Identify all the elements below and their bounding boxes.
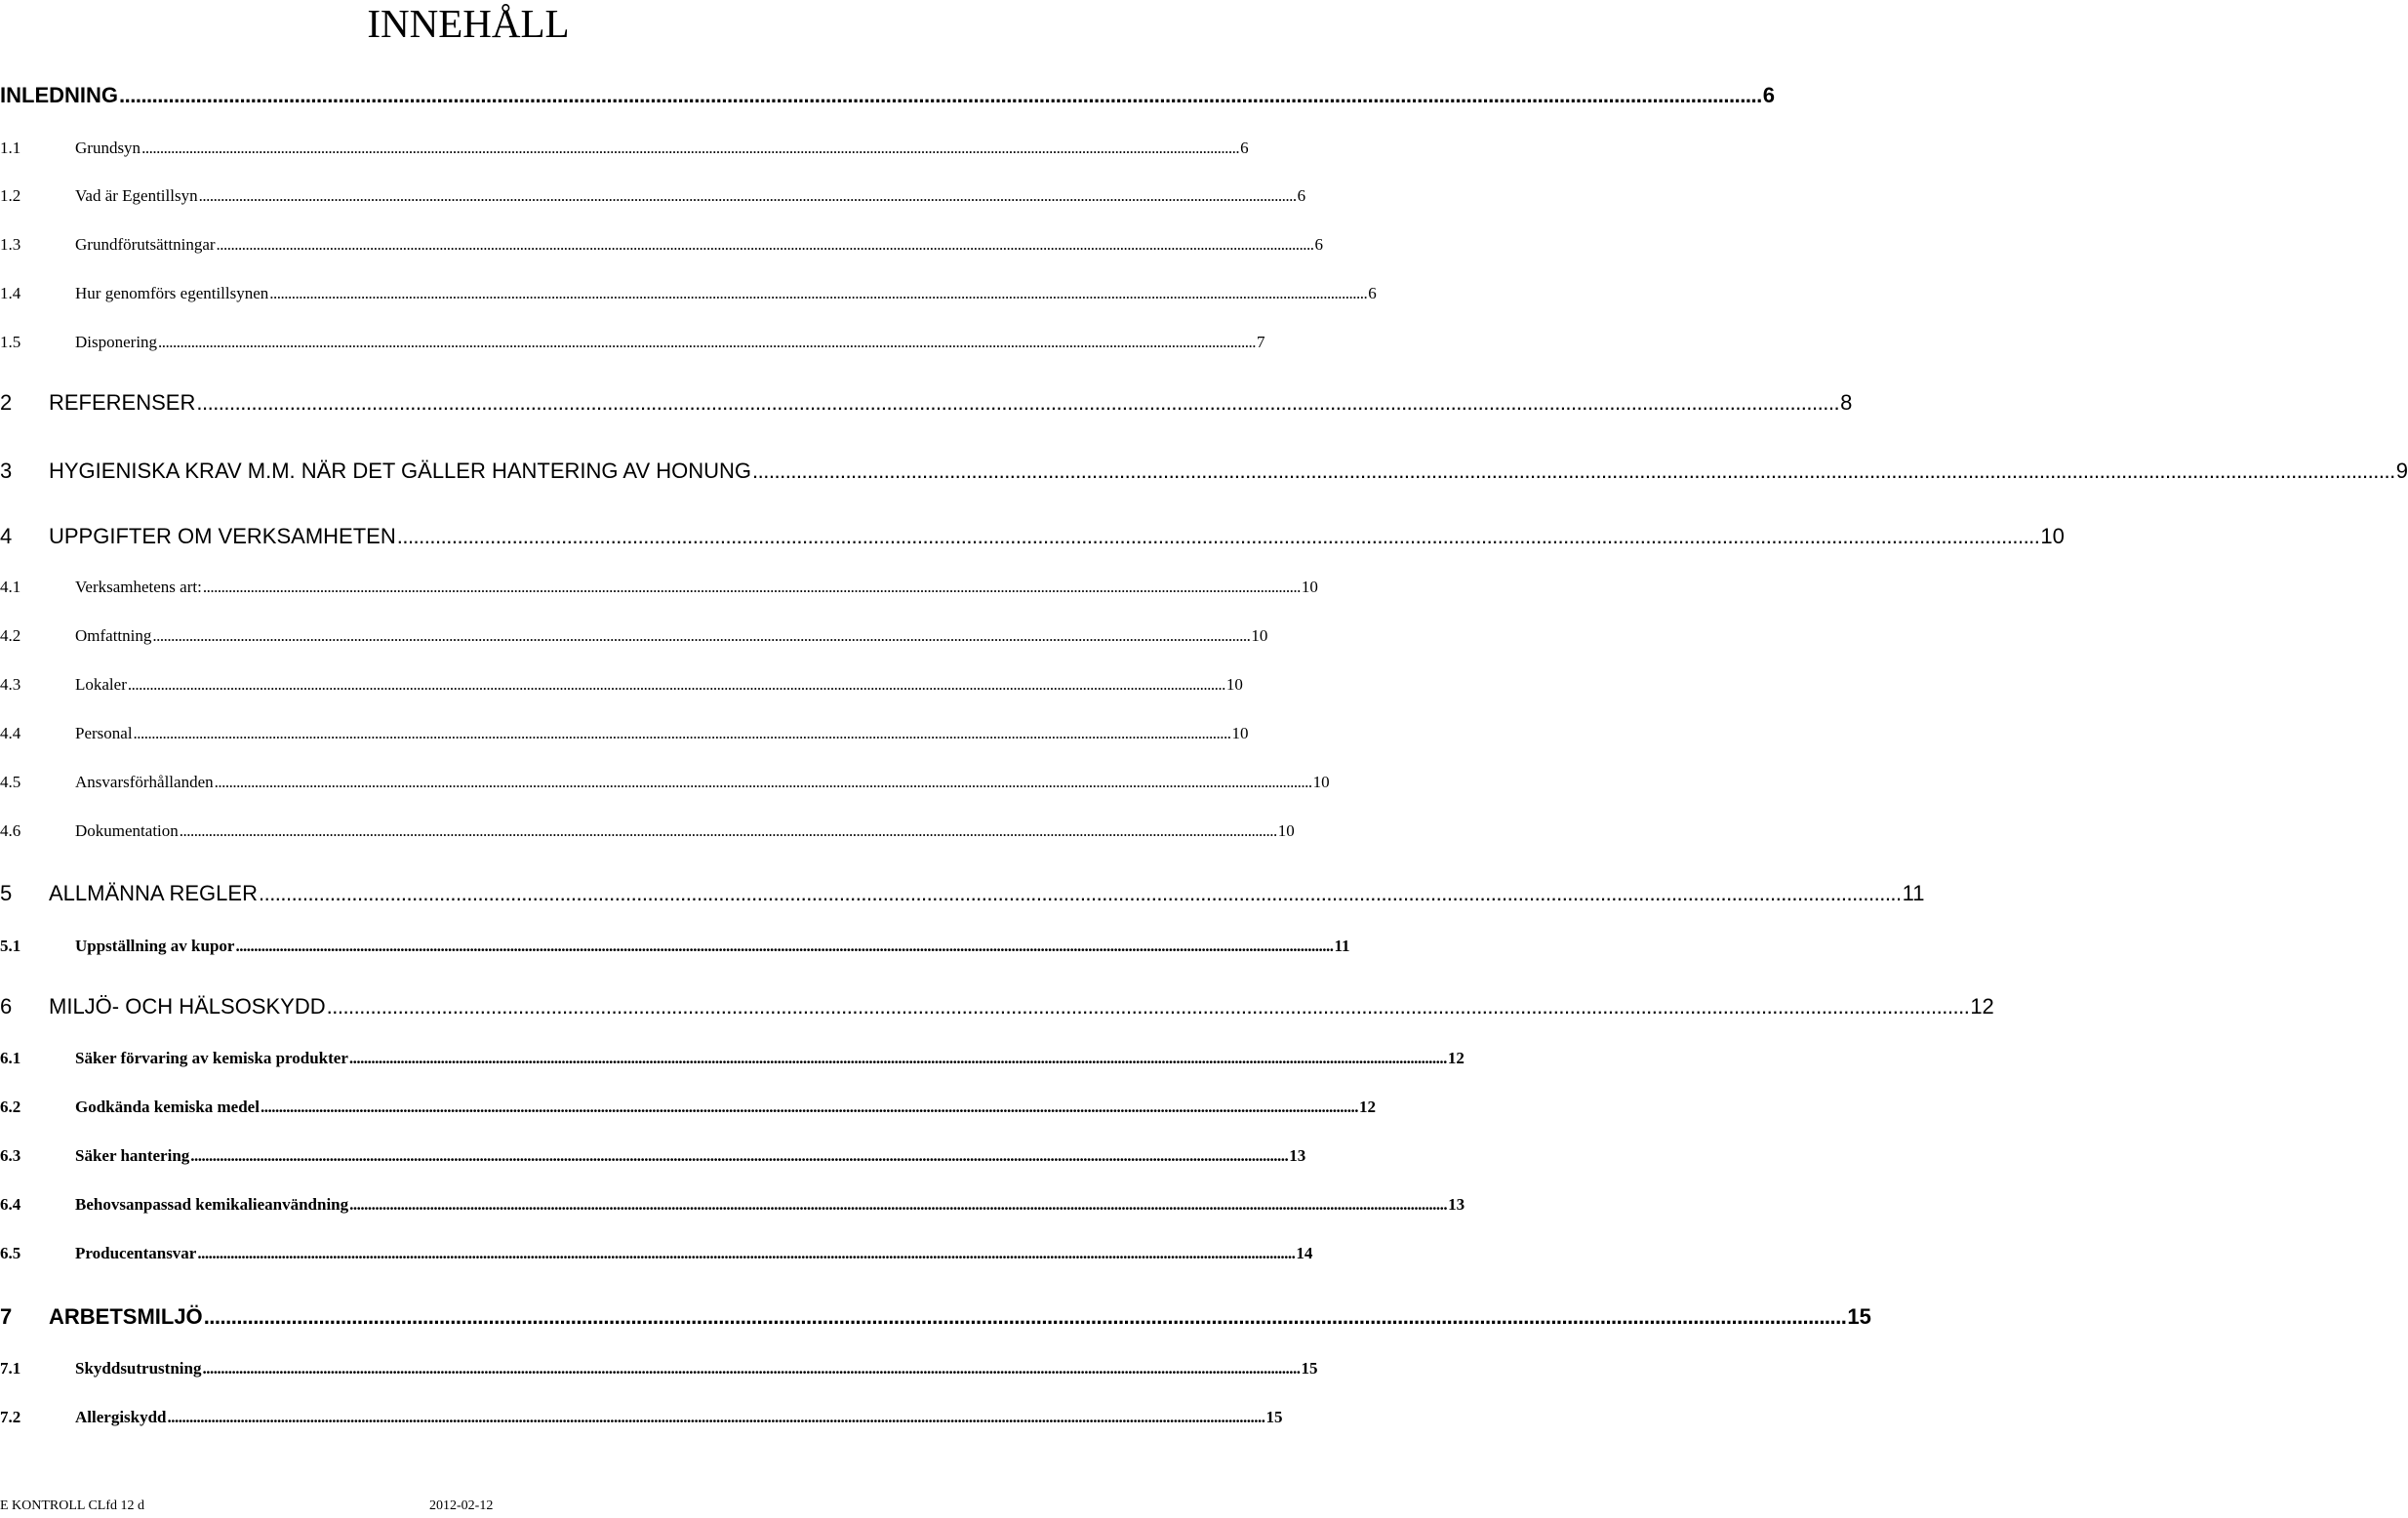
page-footer (0, 1498, 937, 1518)
toc-entry-page-number: 7 (1257, 333, 1265, 351)
toc-entry-number: 6.1 (0, 1049, 21, 1067)
toc-entry-page-number: 10 (1301, 578, 1318, 596)
toc-entry[interactable] (0, 328, 1265, 357)
toc-entry-page-number: 10 (2040, 524, 2065, 548)
toc-entry[interactable] (0, 457, 2408, 486)
toc-dot-leader: ............................................................................................................................................................................................................................................................................................................ (258, 881, 1902, 905)
toc-entry[interactable] (0, 932, 1350, 961)
toc-entry-number: 6 (0, 994, 13, 1019)
toc-entry-number: 1.5 (0, 333, 21, 351)
toc-entry-label: Skyddsutrustning (75, 1359, 202, 1378)
toc-entry-label: Verksamhetens art: (75, 578, 202, 596)
toc-entry-number: 7 (0, 1304, 13, 1329)
toc-dot-leader: ............................................................................................................................................................................................................................................................................................................ (203, 1304, 1847, 1329)
toc-entry[interactable] (0, 817, 1295, 846)
toc-entry-number: 1.3 (0, 235, 21, 254)
toc-entry-label: Vad är Egentillsyn (75, 186, 198, 205)
toc-entry-number: 1.1 (0, 139, 21, 157)
toc-entry[interactable] (0, 1302, 1871, 1332)
toc-entry-label: Producentansvar (75, 1244, 197, 1262)
toc-entry-number: 7.2 (0, 1408, 21, 1426)
toc-dot-leader: ............................................................................................................................................................................................................................................................................................................ (348, 1049, 1447, 1067)
toc-entry-page-number: 15 (1847, 1304, 1871, 1329)
toc-dot-leader: ............................................................................................................................................................................................................................................................................................................ (190, 1146, 1289, 1165)
toc-entry-page-number: 6 (1368, 284, 1377, 302)
toc-entry[interactable] (0, 621, 1268, 651)
toc-entry[interactable] (0, 134, 1249, 163)
toc-entry-page-number: 6 (1314, 235, 1324, 254)
toc-dot-leader: ............................................................................................................................................................................................................................................................................................................ (216, 235, 1314, 254)
toc-entry-page-number: 6 (1297, 186, 1306, 205)
toc-entry-label: Lokaler (75, 675, 127, 694)
toc-entry[interactable] (0, 573, 1318, 602)
toc-entry[interactable] (0, 181, 1306, 211)
toc-entry-page-number: 10 (1251, 626, 1268, 645)
toc-entry-number: 1.2 (0, 186, 21, 205)
toc-dot-leader: ............................................................................................................................................................................................................................................................................................................ (133, 724, 1231, 742)
toc-dot-leader: ............................................................................................................................................................................................................................................................................................................ (167, 1408, 1265, 1426)
toc-entry-label: Disponering (75, 333, 158, 351)
toc-dot-leader: ............................................................................................................................................................................................................................................................................................................ (158, 333, 1257, 351)
toc-dot-leader: ............................................................................................................................................................................................................................................................................................................ (214, 773, 1312, 791)
toc-dot-leader: ............................................................................................................................................................................................................................................................................................................ (235, 937, 1334, 955)
toc-entry-label: Allergiskydd (75, 1408, 167, 1426)
toc-entry-number: 6.4 (0, 1195, 21, 1214)
toc-entry-page-number: 13 (1448, 1195, 1465, 1214)
toc-dot-leader: ............................................................................................................................................................................................................................................................................................................ (179, 821, 1277, 840)
toc-entry-number: 3 (0, 459, 13, 483)
toc-entry-page-number: 11 (1334, 937, 1350, 955)
toc-entry[interactable] (0, 1354, 1318, 1383)
toc-entry[interactable] (0, 768, 1330, 797)
toc-entry-label: INLEDNING (0, 83, 118, 107)
toc-entry-number: 2 (0, 390, 13, 415)
toc-entry-page-number: 6 (1240, 139, 1249, 157)
toc-dot-leader: ............................................................................................................................................................................................................................................................................................................ (141, 139, 1240, 157)
toc-dot-leader: ............................................................................................................................................................................................................................................................................................................ (197, 1244, 1296, 1262)
toc-entry[interactable] (0, 1239, 1313, 1268)
toc-entry-number: 6.3 (0, 1146, 21, 1165)
toc-entry-label: UPPGIFTER OM VERKSAMHETEN (49, 524, 396, 548)
toc-entry-number: 4.2 (0, 626, 21, 645)
toc-entry-page-number: 10 (1225, 675, 1243, 694)
toc-entry-page-number: 15 (1301, 1359, 1318, 1378)
toc-entry-number: 4.6 (0, 821, 21, 840)
toc-entry-label: Säker förvaring av kemiska produkter (75, 1049, 348, 1067)
toc-entry-number: 4.4 (0, 724, 21, 742)
toc-dot-leader: ............................................................................................................................................................................................................................................................................................................ (269, 284, 1368, 302)
toc-entry-page-number: 6 (1762, 83, 1775, 107)
toc-entry[interactable] (0, 388, 1853, 418)
toc-entry-page-number: 15 (1265, 1408, 1283, 1426)
toc-entry-label: Ansvarsförhållanden (75, 773, 214, 791)
toc-entry-number: 1.4 (0, 284, 21, 302)
toc-entry-number: 4.5 (0, 773, 21, 791)
toc-entry-label: MILJÖ- OCH HÄLSOSKYDD (49, 994, 326, 1019)
toc-entry-page-number: 13 (1289, 1146, 1306, 1165)
toc-entry-label: ALLMÄNNA REGLER (49, 881, 258, 905)
toc-entry-number: 4.1 (0, 578, 21, 596)
toc-entry-page-number: 9 (2395, 459, 2408, 483)
page-title: INNEHÅLL (367, 1, 570, 46)
toc-dot-leader: ............................................................................................................................................................................................................................................................................................................ (396, 524, 2040, 548)
toc-entry-page-number: 11 (1902, 881, 1925, 905)
toc-entry-page-number: 10 (1277, 821, 1295, 840)
toc-dot-leader: ............................................................................................................................................................................................................................................................................................................ (260, 1098, 1358, 1116)
toc-entry[interactable] (0, 279, 1377, 308)
toc-entry[interactable] (0, 992, 1994, 1021)
toc-dot-leader: ............................................................................................................................................................................................................................................................................................................ (196, 390, 1840, 415)
toc-entry-label: Grundsyn (75, 139, 141, 157)
toc-entry-page-number: 10 (1231, 724, 1249, 742)
toc-entry-label: Omfattning (75, 626, 152, 645)
toc-entry[interactable] (0, 1403, 1283, 1432)
toc-entry-label: Behovsanpassad kemikalieanvändning (75, 1195, 349, 1214)
toc-entry-label: Personal (75, 724, 133, 742)
toc-entry[interactable] (0, 81, 1775, 110)
toc-entry[interactable] (0, 719, 1249, 748)
toc-entry-page-number: 12 (1970, 994, 1994, 1019)
toc-dot-leader: ............................................................................................................................................................................................................................................................................................................ (152, 626, 1251, 645)
toc-entry-number: 4 (0, 524, 13, 548)
toc-entry-label: Hur genomförs egentillsynen (75, 284, 269, 302)
toc-entry[interactable] (0, 522, 2065, 551)
toc-entry[interactable] (0, 1044, 1465, 1073)
toc-entry-page-number: 8 (1840, 390, 1853, 415)
toc-dot-leader: ............................................................................................................................................................................................................................................................................................................ (326, 994, 1970, 1019)
toc-entry[interactable] (0, 670, 1243, 699)
toc-entry-label: ARBETSMILJÖ (49, 1304, 203, 1329)
toc-dot-leader: ............................................................................................................................................................................................................................................................................................................ (202, 578, 1301, 596)
toc-entry[interactable] (0, 1141, 1306, 1171)
toc-dot-leader: ............................................................................................................................................................................................................................................................................................................ (198, 186, 1297, 205)
toc-entry-label: Säker hantering (75, 1146, 190, 1165)
toc-entry-number: 5.1 (0, 937, 21, 955)
toc-entry-number: 5 (0, 881, 13, 905)
toc-entry[interactable] (0, 1190, 1465, 1219)
toc-entry-page-number: 12 (1447, 1049, 1465, 1067)
toc-entry-number: 4.3 (0, 675, 21, 694)
toc-entry-page-number: 14 (1296, 1244, 1313, 1262)
toc-dot-leader: ............................................................................................................................................................................................................................................................................................................ (202, 1359, 1301, 1378)
toc-entry-label: Grundförutsättningar (75, 235, 216, 254)
toc-dot-leader: ............................................................................................................................................................................................................................................................................................................ (752, 459, 2395, 483)
toc-entry[interactable] (0, 1093, 1376, 1122)
toc-entry-label: Dokumentation (75, 821, 179, 840)
toc-dot-leader: ............................................................................................................................................................................................................................................................................................................ (119, 83, 1762, 107)
toc-entry-label: Godkända kemiska medel (75, 1098, 260, 1116)
toc-entry-label: Uppställning av kupor (75, 937, 235, 955)
footer-left-text: E KONTROLL CLfd 12 d (0, 1498, 145, 1513)
toc-entry-label: HYGIENISKA KRAV M.M. NÄR DET GÄLLER HANTERING AV HONUNG (49, 459, 752, 483)
toc-entry-number: 6.2 (0, 1098, 21, 1116)
toc-dot-leader: ............................................................................................................................................................................................................................................................................................................ (127, 675, 1225, 694)
toc-entry-number: 6.5 (0, 1244, 21, 1262)
toc-entry-number: 7.1 (0, 1359, 21, 1378)
toc-dot-leader: ............................................................................................................................................................................................................................................................................................................ (349, 1195, 1448, 1214)
toc-entry-page-number: 10 (1312, 773, 1330, 791)
footer-date: 2012-02-12 (429, 1498, 494, 1513)
toc-entry-page-number: 12 (1358, 1098, 1376, 1116)
toc-entry[interactable] (0, 230, 1324, 260)
toc-entry-label: REFERENSER (49, 390, 196, 415)
toc-entry[interactable] (0, 879, 1925, 908)
